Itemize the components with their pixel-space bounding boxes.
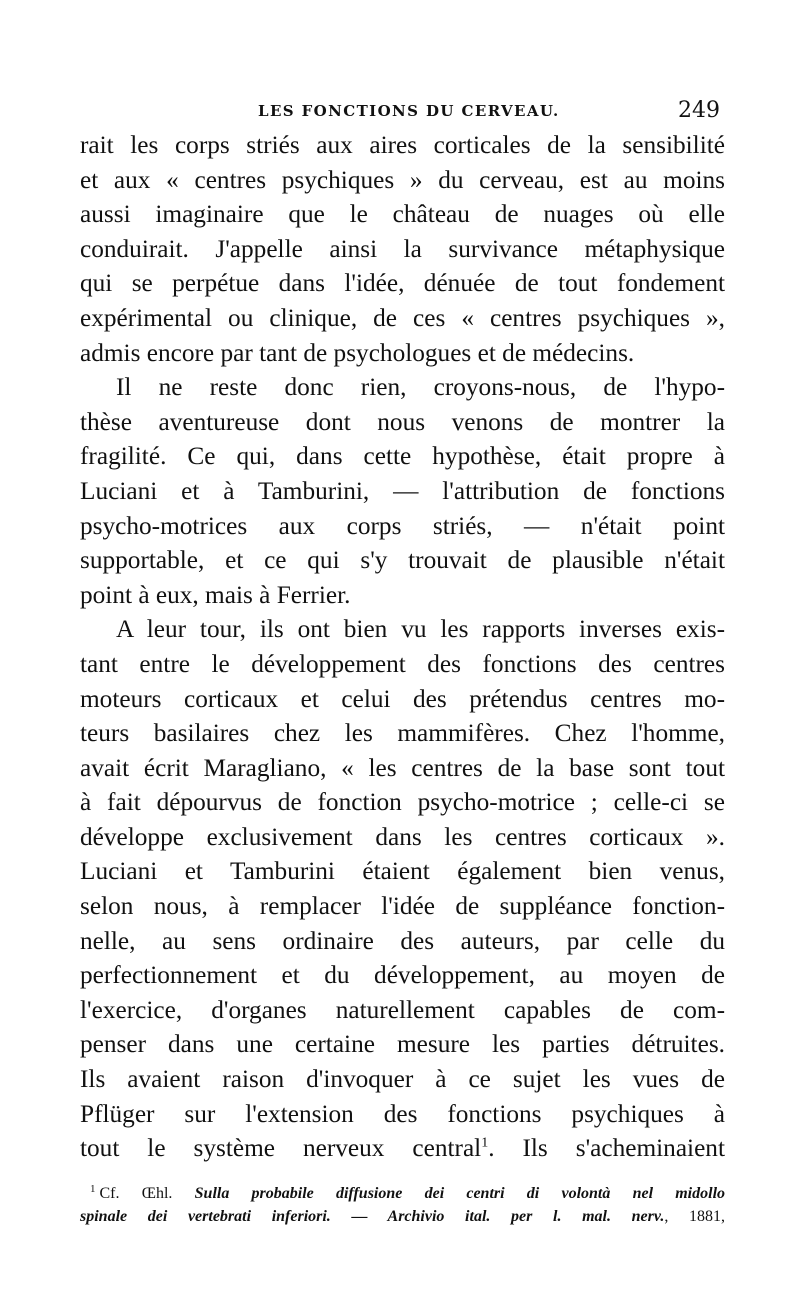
text-line: selon nous, à remplacer l'idée de suppléance fonction- <box>80 892 725 921</box>
page-number: 249 <box>678 98 720 123</box>
text-line: nelle, au sens ordinaire des auteurs, par celle du <box>80 926 725 955</box>
footnotes <box>80 1182 725 1228</box>
footnote-prefix: Cf. Œhl. <box>99 1185 173 1202</box>
text-line: penser dans une certaine mesure les parties détruites. <box>80 1030 725 1059</box>
text-line: A leur tour, ils ont bien vu les rapports inverses exis- <box>116 615 725 644</box>
running-title: LES FONCTIONS DU CERVEAU. <box>258 102 560 120</box>
footnote-number: 1 <box>90 1182 96 1195</box>
text-line: Il ne reste donc rien, croyons-nous, de l'hypo- <box>116 373 725 402</box>
text-line: l'exercice, d'organes naturellement capables de com- <box>80 995 725 1024</box>
text-line: thèse aventureuse dont nous venons de montrer la <box>80 407 725 436</box>
footnote-source: — Archivio ital. per l. mal. nerv. <box>351 1208 665 1225</box>
text-segment: tout le système nerveux central <box>80 1134 482 1163</box>
text-line: rait les corps striés aux aires corticales de la sensibilité <box>80 131 725 159</box>
text-line: Luciani et Tamburini étaient également bien venus, <box>80 857 725 886</box>
text-line: fragilité. Ce qui, dans cette hypothèse, était propre à <box>80 442 725 471</box>
text-line: conduirait. J'appelle ainsi la survivance métaphysique <box>80 234 725 263</box>
text-line: teurs basilaires chez les mammifères. Chez l'homme, <box>80 719 725 748</box>
text-line: perfectionnement et du développement, au moyen de <box>80 961 725 990</box>
footnote-year: , 1881, <box>664 1208 726 1225</box>
text-line: tant entre le développement des fonctions des centres <box>80 649 725 678</box>
page-header <box>80 98 720 128</box>
text-line <box>80 1131 725 1166</box>
text-line: Luciani et à Tamburini, — l'attribution de fonctions <box>80 476 725 505</box>
text-line: et aux « centres psychiques » du cerveau, est au moins <box>80 165 725 194</box>
footnote-reference: 1 <box>481 1135 489 1151</box>
text-line: expérimental ou clinique, de ces « centres psychiques », <box>80 303 725 332</box>
text-line: à fait dépourvus de fonction psycho-motrice ; celle-ci se <box>80 788 725 817</box>
text-line: moteurs corticaux et celui des prétendus centres mo- <box>80 684 725 713</box>
text-line: qui se perpétue dans l'idée, dénuée de tout fondement <box>80 269 725 298</box>
text-line: supportable, et ce qui s'y trouvait de plausible n'était <box>80 546 725 575</box>
footnote-title: Sulla probabile diffusione dei centri di volontà nel midollo <box>194 1185 726 1202</box>
text-line: Ils avaient raison d'invoquer à ce sujet les vues de <box>80 1065 725 1094</box>
footnote-title-continued: spinale dei vertebrati inferiori. <box>80 1208 331 1225</box>
text-segment: . Ils s'acheminaient <box>488 1134 725 1163</box>
text-line: avait écrit Maragliano, « les centres de la base sont tout <box>80 753 725 782</box>
footnote-line <box>80 1205 725 1228</box>
body-text <box>80 128 725 1166</box>
text-line: Pflüger sur l'extension des fonctions psychiques à <box>80 1099 725 1128</box>
text-line: aussi imaginaire que le château de nuages où elle <box>80 200 725 229</box>
text-line: admis encore par tant de psychologues et de médecins. <box>80 338 635 367</box>
text-line: psycho-motrices aux corps striés, — n'était point <box>80 511 725 540</box>
text-line: point à eux, mais à Ferrier. <box>80 580 351 609</box>
footnote-line <box>80 1182 725 1205</box>
text-line: développe exclusivement dans les centres corticaux ». <box>80 822 725 851</box>
